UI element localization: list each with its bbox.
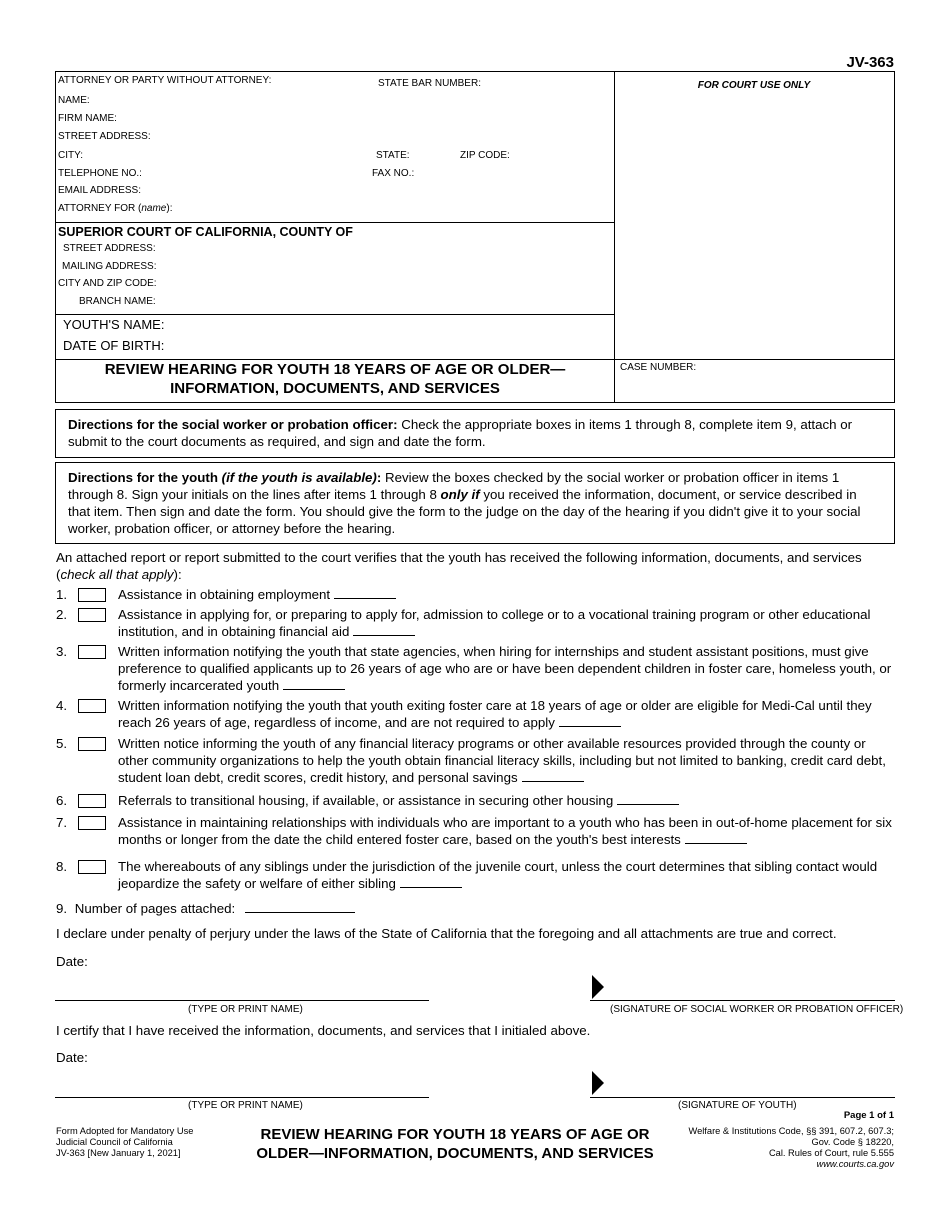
- court-mailing-label: MAILING ADDRESS:: [62, 261, 157, 272]
- name-line[interactable]: [55, 1097, 429, 1098]
- divider: [56, 314, 614, 315]
- court-street-label: STREET ADDRESS:: [63, 243, 156, 254]
- form-number: JV-363: [846, 54, 894, 71]
- directions-youth: Directions for the youth (if the youth is available): Review the boxes checked by the social worker or probation officer in items 1 through 8. Sign your initials on the lines after items 1 through 8 only if you received the information, document, or service described in that item. Then sign and date the form. You should give the form to the judge on the day of the hearing if you didn't give it to your social worker, probation officer, or attorney before the hearing.: [55, 462, 895, 544]
- footer-right: Welfare & Institutions Code, §§ 391, 607.2, 607.3; Gov. Code § 18220, Cal. Rules of Court, rule 5.555 www.courts.ca.gov: [688, 1126, 894, 1169]
- dob-label: DATE OF BIRTH:: [63, 338, 165, 353]
- court-title: SUPERIOR COURT OF CALIFORNIA, COUNTY OF: [58, 225, 353, 239]
- item-number: 9.: [56, 901, 68, 916]
- court-city-label: CITY AND ZIP CODE:: [58, 278, 157, 289]
- item-3-checkbox[interactable]: [78, 645, 106, 659]
- signature-line[interactable]: [590, 1097, 895, 1098]
- email-label: EMAIL ADDRESS:: [58, 185, 141, 196]
- court-use-box: [614, 71, 895, 403]
- youth-signature-caption: (SIGNATURE OF YOUTH): [678, 1100, 797, 1111]
- pages-attached-field[interactable]: [245, 899, 355, 913]
- item-6-checkbox[interactable]: [78, 794, 106, 808]
- youth-name-label: YOUTH'S NAME:: [63, 317, 165, 332]
- item-text: Written information notifying the youth that state agencies, when hiring for internships and student assistant positions, must give preference to qualified applicants up to 26 years of age who are or have been dependent children in foster care, homeless youth, or formerly incarcerated youth: [118, 644, 892, 693]
- form-title: REVIEW HEARING FOR YOUTH 18 YEARS OF AGE OR OLDER— INFORMATION, DOCUMENTS, AND SERVICES: [104, 361, 566, 397]
- case-number-label: CASE NUMBER:: [620, 362, 697, 373]
- item-text: Referrals to transitional housing, if available, or assistance in securing other housing: [118, 793, 614, 808]
- item-number: 4.: [56, 698, 68, 713]
- item-text: Written notice informing the youth of any financial literacy programs or other available resources provided through the county or other community organizations to help the youth obtain financial literacy skills, including but not limited to banking, credit card debt, student loan debt, credit scores, credit history, and personal savings: [118, 736, 886, 785]
- item-number: 2.: [56, 607, 68, 622]
- type-name-caption: (TYPE OR PRINT NAME): [188, 1100, 303, 1111]
- footer-left: Form Adopted for Mandatory Use Judicial Council of California JV-363 [New January 1, 2021]: [56, 1126, 194, 1158]
- initials-line[interactable]: [353, 624, 415, 636]
- type-name-caption: (TYPE OR PRINT NAME): [188, 1004, 303, 1015]
- item-number: 5.: [56, 736, 68, 751]
- date-label: Date:: [56, 954, 88, 969]
- courts-website-link[interactable]: www.courts.ca.gov: [816, 1159, 894, 1169]
- court-branch-label: BRANCH NAME:: [79, 296, 156, 307]
- item-number: 3.: [56, 644, 68, 659]
- state-label: STATE:: [376, 150, 410, 161]
- item-4-checkbox[interactable]: [78, 699, 106, 713]
- item-5-checkbox[interactable]: [78, 737, 106, 751]
- fax-label: FAX NO.:: [372, 168, 415, 179]
- item-7-checkbox[interactable]: [78, 816, 106, 830]
- initials-line[interactable]: [685, 832, 747, 844]
- item-2-checkbox[interactable]: [78, 608, 106, 622]
- attorney-label: ATTORNEY OR PARTY WITHOUT ATTORNEY:: [58, 75, 272, 86]
- phone-label: TELEPHONE NO.:: [58, 168, 142, 179]
- page-number: Page 1 of 1: [843, 1110, 894, 1121]
- initials-line[interactable]: [334, 587, 396, 599]
- item-number: 7.: [56, 815, 68, 830]
- item-9: [56, 899, 896, 917]
- worker-signature-caption: (SIGNATURE OF SOCIAL WORKER OR PROBATION OFFICER): [610, 1004, 904, 1015]
- name-line[interactable]: [55, 1000, 429, 1001]
- footer-title: REVIEW HEARING FOR YOUTH 18 YEARS OF AGE OR OLDER—INFORMATION, DOCUMENTS, AND SERVICES: [256, 1126, 654, 1162]
- initials-line[interactable]: [283, 678, 345, 690]
- initials-line[interactable]: [400, 876, 462, 888]
- declaration-text: I declare under penalty of perjury under the laws of the State of California that the foregoing and all attachments are true and correct.: [56, 926, 837, 941]
- item-number: 6.: [56, 793, 68, 808]
- attorney-for-label: ATTORNEY FOR (name):: [58, 203, 173, 214]
- signature-arrow-icon: [592, 975, 604, 999]
- divider: [56, 222, 614, 223]
- state-bar-label: STATE BAR NUMBER:: [378, 78, 481, 89]
- item-number: 1.: [56, 587, 68, 602]
- caption-box: [55, 71, 615, 403]
- item-text: Assistance in applying for, or preparing to apply for, admission to college or to a vocational training program or other educational institution, and in obtaining financial aid: [118, 607, 871, 639]
- item-1-checkbox[interactable]: [78, 588, 106, 602]
- initials-line[interactable]: [559, 715, 621, 727]
- signature-line[interactable]: [590, 1000, 895, 1001]
- initials-line[interactable]: [522, 770, 584, 782]
- initials-line[interactable]: [617, 793, 679, 805]
- certify-text: I certify that I have received the information, documents, and services that I initialed above.: [56, 1023, 591, 1038]
- item-text: The whereabouts of any siblings under the jurisdiction of the juvenile court, unless the court determines that sibling contact would jeopardize the safety or welfare of either sibling: [118, 859, 878, 891]
- item-text: Assistance in maintaining relationships with individuals who are important to a youth who has been in out-of-home placement for six months or longer from the date the child entered foster care, based on the youth's best interests: [118, 815, 892, 847]
- name-label: NAME:: [58, 95, 90, 106]
- signature-arrow-icon: [592, 1071, 604, 1095]
- item-text: Assistance in obtaining employment: [118, 587, 331, 602]
- date-label: Date:: [56, 1050, 88, 1065]
- street-label: STREET ADDRESS:: [58, 131, 151, 142]
- divider: [614, 359, 894, 360]
- item-number: 8.: [56, 859, 68, 874]
- court-use-only-label: FOR COURT USE ONLY: [697, 80, 811, 91]
- firm-label: FIRM NAME:: [58, 113, 117, 124]
- directions-worker: Directions for the social worker or probation officer: Check the appropriate boxes in items 1 through 8, complete item 9, attach or submit to the court documents as required, and sign and date the form.: [55, 409, 895, 458]
- item-8-checkbox[interactable]: [78, 860, 106, 874]
- item-text: Written information notifying the youth that youth exiting foster care at 18 years of age or older are eligible for Medi-Cal until they reach 26 years of age, regardless of income, and are not required to apply: [118, 698, 872, 730]
- zip-label: ZIP CODE:: [460, 150, 510, 161]
- intro-text: An attached report or report submitted to the court verifies that the youth has received the following information, documents, and services (check all that apply):: [56, 550, 862, 582]
- city-label: CITY:: [58, 150, 84, 161]
- pages-attached-label: Number of pages attached:: [74, 901, 236, 916]
